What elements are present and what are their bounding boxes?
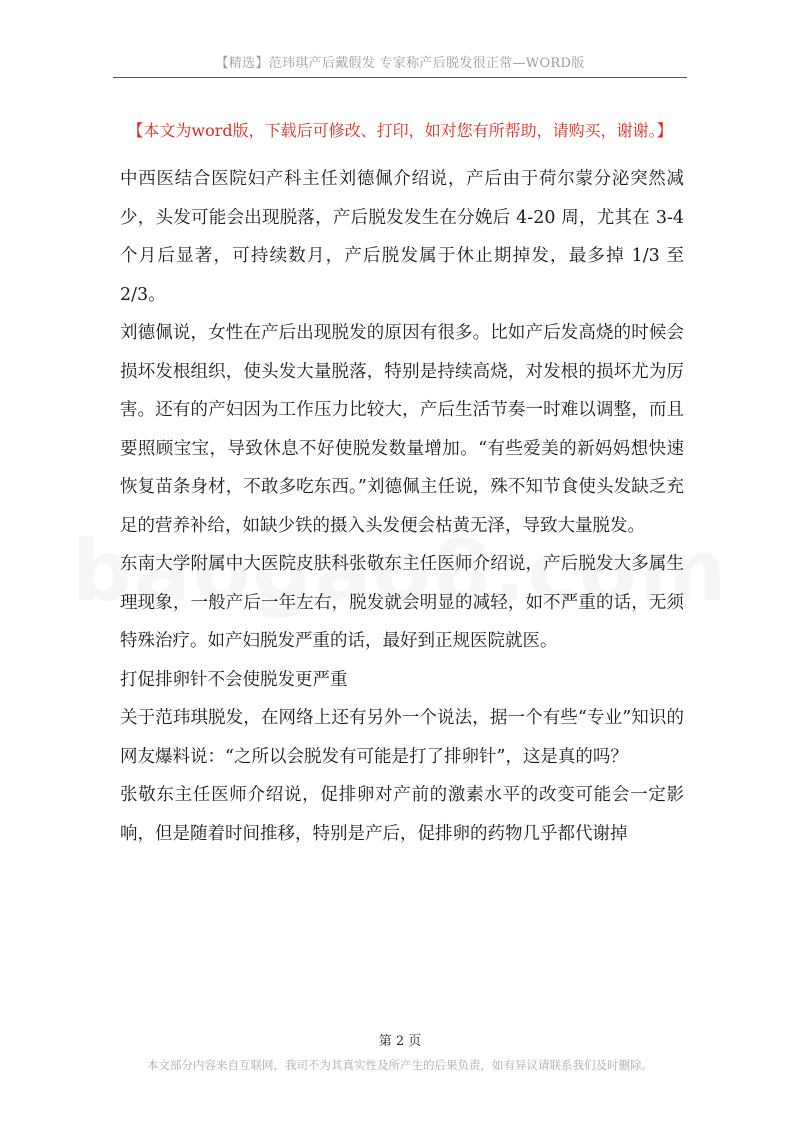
header-divider [113,77,687,78]
paragraph-dermatology: 东南大学附属中大医院皮肤科张敬东主任医师介绍说，产后脱发大多属生理现象，一般产后一年左右，脱发就会明显的减轻，如不严重的话，无须特殊治疗。如产妇脱发严重的话，最好到正规医院就医。 [120,554,684,651]
paragraph-rumor: 关于范玮琪脱发，在网络上还有另外一个说法，据一个有些“专业”知识的网友爆料说：“之所以会脱发有可能是打了排卵针”，这是真的吗？ [120,708,684,767]
running-header: 【精选】范玮琪产后戴假发 专家称产后脱发很正常—WORD版 [215,56,585,71]
section-heading: 打促排卵针不会使脱发更严重 [120,669,348,690]
footer-disclaimer: 本文部分内容来自互联网，我司不为其真实性及所产生的后果负责，如有异议请联系我们及时删除。 [147,1058,653,1072]
page-number: 第 2 页 [378,1034,422,1049]
paragraph-intro: 中西医结合医院妇产科主任刘德佩介绍说，产后由于荷尔蒙分泌突然减少，头发可能会出现脱落，产后脱发发生在分娩后 4-20 周，尤其在 3-4 个月后显著，可持续数月，产后脱发属于休止期掉发，最多掉 1/3 至 2/3。 [120,169,684,305]
document-body [120,160,684,853]
download-notice: 【本文为word版，下载后可修改、打印，如对您有所帮助，请购买，谢谢。】 [127,121,673,140]
paragraph-causes: 刘德佩说，女性在产后出现脱发的原因有很多。比如产后发高烧的时候会损坏发根组织，使头发大量脱落，特别是持续高烧，对发根的损坏尤为厉害。还有的产妇因为工作压力比较大，产后生活节奏一时难以调整，而且要照顾宝宝，导致休息不好使脱发数量增加。“有些爱美的新妈妈想快速恢复苗条身材，不敢多吃东西。”刘德佩主任说，殊不知节食使头发缺乏充足的营养补给，如缺少铁的摄入头发便会枯黄无泽，导致大量脱发。 [120,323,684,536]
paragraph-explanation: 张敬东主任医师介绍说，促排卵对产前的激素水平的改变可能会一定影响，但是随着时间推移，特别是产后，促排卵的药物几乎都代谢掉 [120,785,684,844]
